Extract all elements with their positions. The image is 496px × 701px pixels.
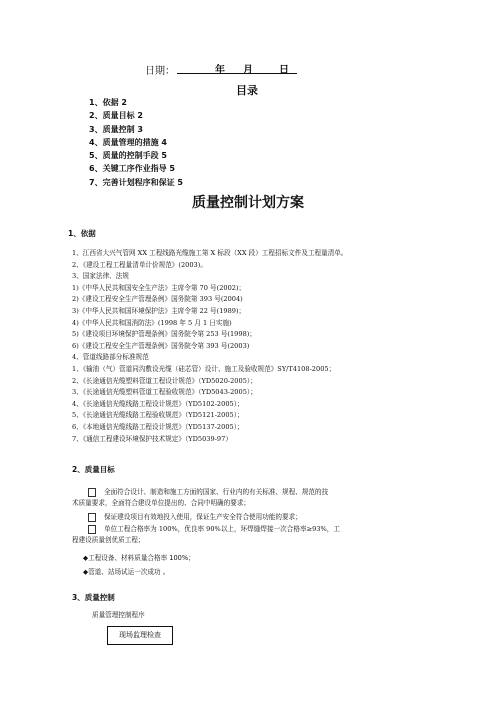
date-day: 日 [279, 65, 289, 76]
list-item: 2、《建设工程工程量清单计价规范》(2003)。 [72, 260, 207, 269]
toc-item[interactable]: 2、质量目标 2 [89, 111, 143, 121]
goal-diamond-item: ◆工程设备、材料质量合格率 100%； [83, 554, 195, 562]
goal-paragraph-1 [72, 487, 428, 509]
list-item: 6、《本地通信光缆线路工程设计规范》（YD5137-2005）； [72, 422, 244, 431]
section-heading-basis: 1、依据 [68, 229, 96, 238]
list-item: 5)《建设项目环境保护管理条例》国务院令第 253 号(1998)； [72, 330, 256, 339]
goal-paragraph-3 [72, 524, 448, 546]
date-month: 月 [243, 65, 253, 76]
checkbox-bullet-icon [88, 525, 96, 534]
section-heading-quality-goal: 2、质量目标 [72, 465, 115, 474]
list-item: 5、《长途通信光缆线路工程验收规范》（YD5121-2005）； [72, 411, 244, 420]
goal-paragraph-2 [88, 512, 302, 523]
checkbox-bullet-icon [88, 488, 96, 497]
flow-box-site-supervision: 现场监理检查 [107, 626, 173, 645]
list-item: 1)《中华人民共和国安全生产法》主席令第 70 号(2002)； [72, 283, 246, 292]
subheading-procedure: 质量管理控制程序 [92, 611, 145, 619]
goal-diamond-item: ◆管道、站场试运一次成功 。 [83, 568, 170, 576]
list-item: 1、《输油（气）管道同沟敷设光缆（硅芯管）设计、施工及验收规范》SY/T4108-2005； [72, 364, 336, 373]
toc-item[interactable]: 7、完善计划程序和保证 5 [89, 177, 183, 187]
toc-item[interactable]: 4、质量管理的措施 4 [89, 137, 167, 147]
goal-text: 全面符合设计、制造和施工方面的国家、行业内的有关标准、规程、规范的技 [104, 488, 329, 496]
date-field [177, 61, 297, 74]
list-item: 2)《建设工程安全生产管理条例》国务院第 393 号(2004) [72, 295, 243, 304]
goal-text: 保证建设项目有效地投入使用，保证生产安全符合使用功能的要求； [104, 513, 302, 521]
list-item: 6)《建设工程安全生产管理条例》国务院令第 393 号(2003) [72, 341, 250, 350]
checkbox-bullet-icon [88, 513, 96, 522]
list-item: 4、管道线路部分标准规范 [72, 353, 149, 362]
toc-item[interactable]: 6、关键工序作业指导 5 [89, 164, 175, 174]
list-item: 3、国家法律、法规 [72, 272, 129, 281]
table-of-contents [89, 96, 183, 189]
date-label: 日期： [145, 66, 175, 77]
toc-title: 目录 [236, 84, 258, 97]
list-item: 3)《中华人民共和国环境保护法》主席令第 22 号(1989)； [72, 306, 246, 315]
toc-item[interactable]: 5、质量的控制手段 5 [89, 151, 167, 161]
list-item: 7、《通信工程建设环境保护技术规定》（YD5039-97） [72, 434, 232, 443]
goal-text: 单位工程合格率为 100%，优良率 90%以上，环焊缝焊接一次合格率≥93%，工 [104, 525, 340, 533]
list-item: 4、《长途通信光缆线路工程设计规范》（YD5102-2005）； [72, 399, 244, 408]
section-heading-quality-control: 3、质量控制 [72, 593, 115, 602]
page-title: 质量控制计划方案 [192, 195, 304, 211]
toc-item[interactable]: 1、依据 2 [89, 98, 127, 107]
goal-text: 程建设质量创优质工程； [72, 536, 145, 544]
toc-item[interactable]: 3、质量控制 3 [89, 124, 143, 134]
list-item: 2、《长途通信光缆塑料管道工程设计规范》（YD5020-2005）； [72, 376, 257, 385]
list-item: 4)《中华人民共和国消防法》(1998 年 5 月 1 日实施) [72, 318, 232, 327]
list-item: 3、《长途通信光缆塑料管道工程验收规范》（YD5043-2005）； [72, 388, 257, 397]
goal-text: 术质量要求，全面符合建设单位提出的、合同中明确的要求； [72, 499, 251, 507]
section-basis-list [72, 248, 348, 445]
date-year: 年 [215, 65, 225, 76]
list-item: 1、江西省大兴气管网 XX 工程线路光缆施工第 X 标段（XX 段）工程招标文件及工程量清单。 [72, 249, 348, 257]
